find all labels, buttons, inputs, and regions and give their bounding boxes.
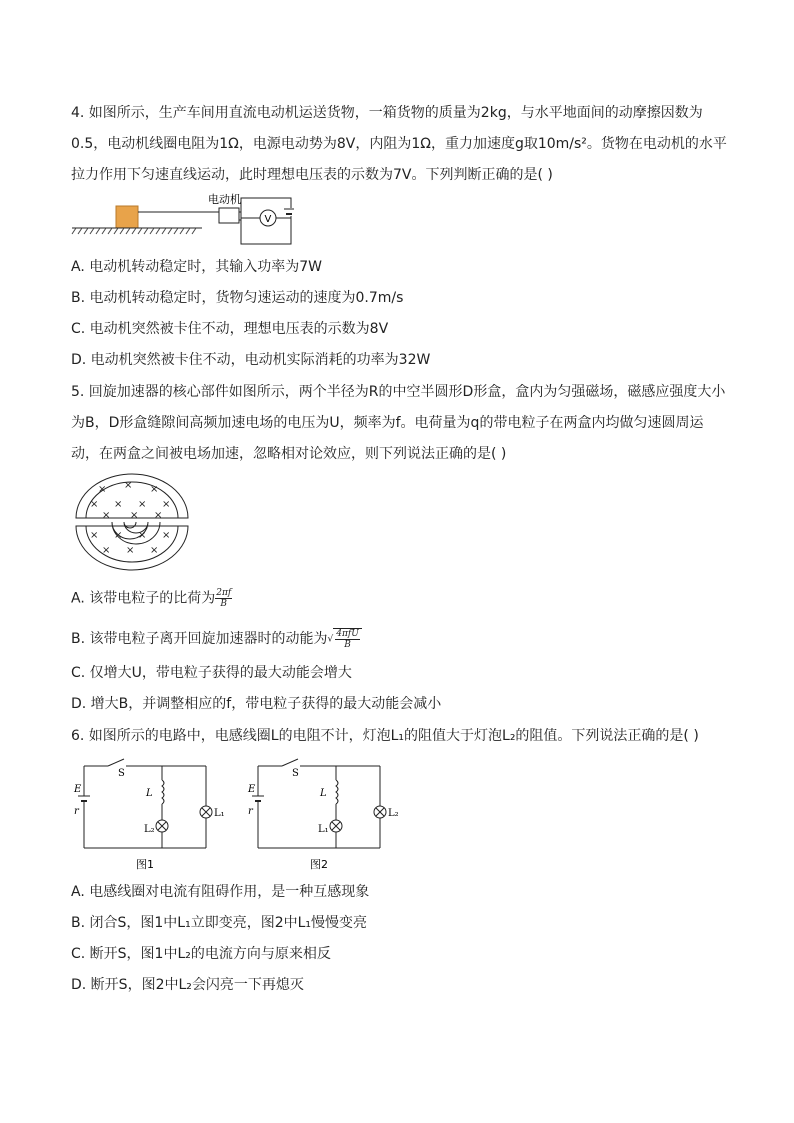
voltmeter-label: V [264,214,272,225]
lamp-mid-label: L₁ [318,824,329,835]
inductor-coil [336,780,338,804]
q4-stem-line-2: 0.5，电动机线圈电阻为1Ω，电源电动势为8V，内阻为1Ω，重力加速度g取10m/s²。货物在电动机的水平 [71,136,727,152]
svg-text:×: × [98,484,107,495]
resistance-label: r [248,806,253,817]
inductor-label: L [146,788,153,799]
q5-option-a [71,588,232,609]
svg-text:×: × [138,530,147,541]
q5-stem-line-1: 5. 回旋加速器的核心部件如图所示，两个半径为R的中空半圆形D形盒，盒内为匀强磁场，磁感应强度大小 [71,384,726,400]
motor-box [219,208,239,223]
q5-option-b [71,628,362,650]
svg-text:×: × [90,530,99,541]
svg-text:×: × [154,510,163,521]
emf-label: E [248,784,256,795]
svg-text:×: × [102,510,111,521]
q6-option-a: A. 电感线圈对电流有阻碍作用，是一种互感现象 [71,884,370,900]
circuit-figure-2 [246,756,416,874]
switch-label: S [292,768,299,779]
svg-text:×: × [124,480,133,491]
svg-text:×: × [126,545,135,556]
q6-option-b: B. 闭合S，图1中L₁立即变亮，图2中L₁慢慢变亮 [71,915,368,931]
q4-stem-line-3: 拉力作用下匀速直线运动，此时理想电压表的示数为7V。下列判断正确的是( ) [71,167,553,183]
q4-stem-line-1: 4. 如图所示，生产车间用直流电动机运送货物，一箱货物的质量为2kg，与水平地面间的动摩擦因数为 [71,105,703,121]
specific-charge-fraction: $\frac{2\pi f}{B}$ [216,588,232,609]
q4-option-b: B. 电动机转动稳定时，货物匀速运动的速度为0.7m/s [71,290,404,306]
q5-option-c: C. 仅增大U，带电粒子获得的最大动能会增大 [71,665,352,681]
motor-label: 电动机 [208,193,241,206]
q5-option-d: D. 增大B，并调整相应的f，带电粒子获得的最大动能会减小 [71,696,442,712]
lamp-mid-label: L₂ [144,824,155,835]
svg-text:×: × [150,545,159,556]
q6-option-d: D. 断开S，图2中L₂会闪亮一下再熄灭 [71,977,304,993]
emf-label: E [74,784,82,795]
q6-stem-line-1: 6. 如图所示的电路中，电感线圈L的电阻不计，灯泡L₁的阻值大于灯泡L₂的阻值。下列说法正确的是( ) [71,728,699,744]
ground-hatching [72,228,196,234]
figure-2-caption: 图2 [310,858,328,871]
svg-text:×: × [90,499,99,510]
svg-text:×: × [138,499,147,510]
svg-text:×: × [130,510,139,521]
svg-text:×: × [114,499,123,510]
motor-circuit-diagram [72,190,302,250]
cyclotron-diagram [74,474,190,574]
q6-option-c: C. 断开S，图1中L₂的电流方向与原来相反 [71,946,331,962]
q5-stem-line-3: 动，在两盒之间被电场加速，忽略相对论效应，则下列说法正确的是( ) [71,446,507,462]
resistance-label: r [74,806,79,817]
q4-option-d: D. 电动机突然被卡住不动，电动机实际消耗的功率为32W [71,352,431,368]
magnetic-field-marks [90,480,170,556]
kinetic-energy-root: √ $\frac{\text{4πfU}}{B}$ [328,628,362,650]
cargo-box [116,206,138,228]
svg-text:×: × [114,530,123,541]
switch-lever [282,759,298,766]
svg-text:×: × [150,484,159,495]
circuit-figure-1 [72,756,225,874]
lamp-right-label: L₁ [214,808,225,819]
q5-option-a-text: A. 该带电粒子的比荷为 [71,590,216,607]
svg-text:×: × [102,545,111,556]
inductor-coil [162,780,164,804]
inductor-label: L [320,788,327,799]
q4-option-c: C. 电动机突然被卡住不动，理想电压表的示数为8V [71,321,389,337]
figure-1-caption: 图1 [136,858,154,871]
switch-label: S [118,768,125,779]
svg-text:×: × [162,530,171,541]
q5-option-b-text: B. 该带电粒子离开回旋加速器时的动能为 [71,631,328,647]
q4-option-a: A. 电动机转动稳定时，其输入功率为7W [71,259,322,275]
lamp-right-label: L₂ [388,808,399,819]
q5-stem-line-2: 为B，D形盒缝隙间高频加速电场的电压为U，频率为f。电荷量为q的带电粒子在两盒内均做匀速圆周运 [71,415,704,431]
svg-text:×: × [162,499,171,510]
switch-lever [108,759,124,766]
